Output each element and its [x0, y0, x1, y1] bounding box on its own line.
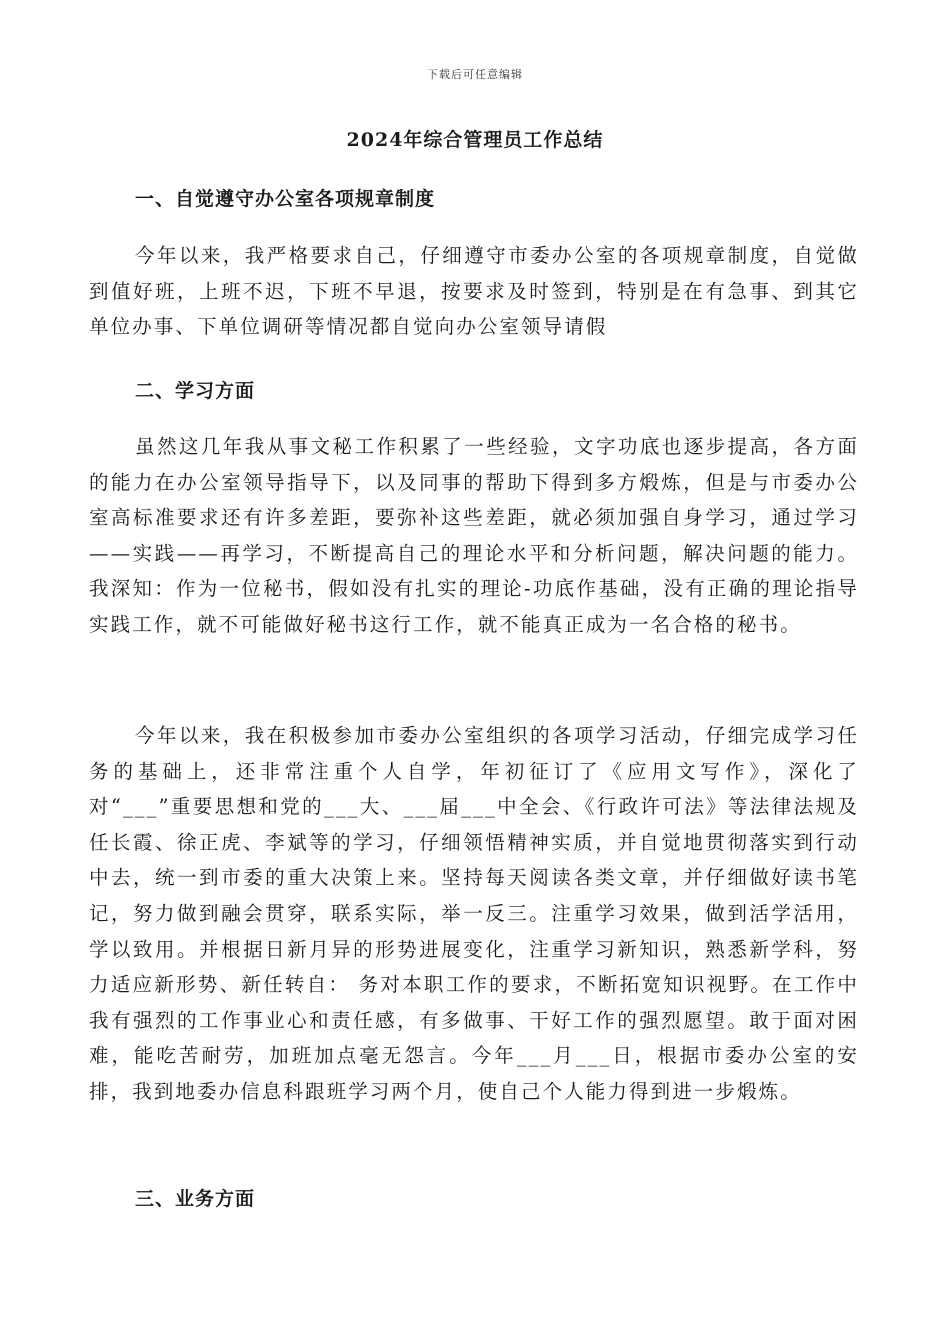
page-title: 2024年综合管理员工作总结	[346, 129, 604, 151]
section-heading-1: 一、自觉遵守办公室各项规章制度	[135, 188, 436, 210]
section-2-paragraph-2: 今年以来，我在积极参加市委办公室组织的各项学习活动，仔细完成学习任务的基础上，还非常注重个人自学，年初征订了《应用文写作》，深化了对“___”重要思想和党的___大、___届___中全会、《行政许可法》等法律法规及任长霞、徐正虎、李斌等的学习，仔细领悟精神实质，并自觉地贯彻落实到行动中去，统一到市委的重大决策上来。坚持每天阅读各类文章，并仔细做好读书笔记，努力做到融会贯穿，联系实际，举一反三。注重学习效果，做到活学活用，学以致用。并根据日新月异的形势进展变化，注重学习新知识，熟悉新学科，努力适应新形势、新任转自： 务对本职工作的要求，不断拓宽知识视野。在工作中我有强烈的工作事业心和责任感，有多做事、干好工作的强烈愿望。敢于面对困难，能吃苦耐劳，加班加点毫无怨言。今年___月___日，根据市委办公室的安排，我到地委办信息科跟班学习两个月，使自己个人能力得到进一步煅炼。	[89, 724, 859, 1103]
section-1-paragraph-1: 今年以来，我严格要求自己，仔细遵守市委办公室的各项规章制度，自觉做到值好班，上班不迟，下班不早退，按要求及时签到，特别是在有急事、到其它单位办事、下单位调研等情况都自觉向办公室领导请假	[89, 244, 859, 339]
section-2-paragraph-1: 虽然这几年我从事文秘工作积累了一些经验，文字功底也逐步提高，各方面的能力在办公室领导指导下，以及同事的帮助下得到多方煅炼，但是与市委办公室高标准要求还有许多差距，要弥补这些差距，就必须加强自身学习，通过学习——实践——再学习，不断提高自己的理论水平和分析问题，解决问题的能力。我深知：作为一位秘书，假如没有扎实的理论-功底作基础，没有正确的理论指导实践工作，就不可能做好秘书这行工作，就不能真正成为一名合格的秘书。	[89, 435, 859, 636]
section-heading-2: 二、学习方面	[135, 380, 256, 402]
section-heading-3: 三、业务方面	[135, 1188, 256, 1210]
header-note: 下载后可任意编辑	[427, 68, 523, 81]
